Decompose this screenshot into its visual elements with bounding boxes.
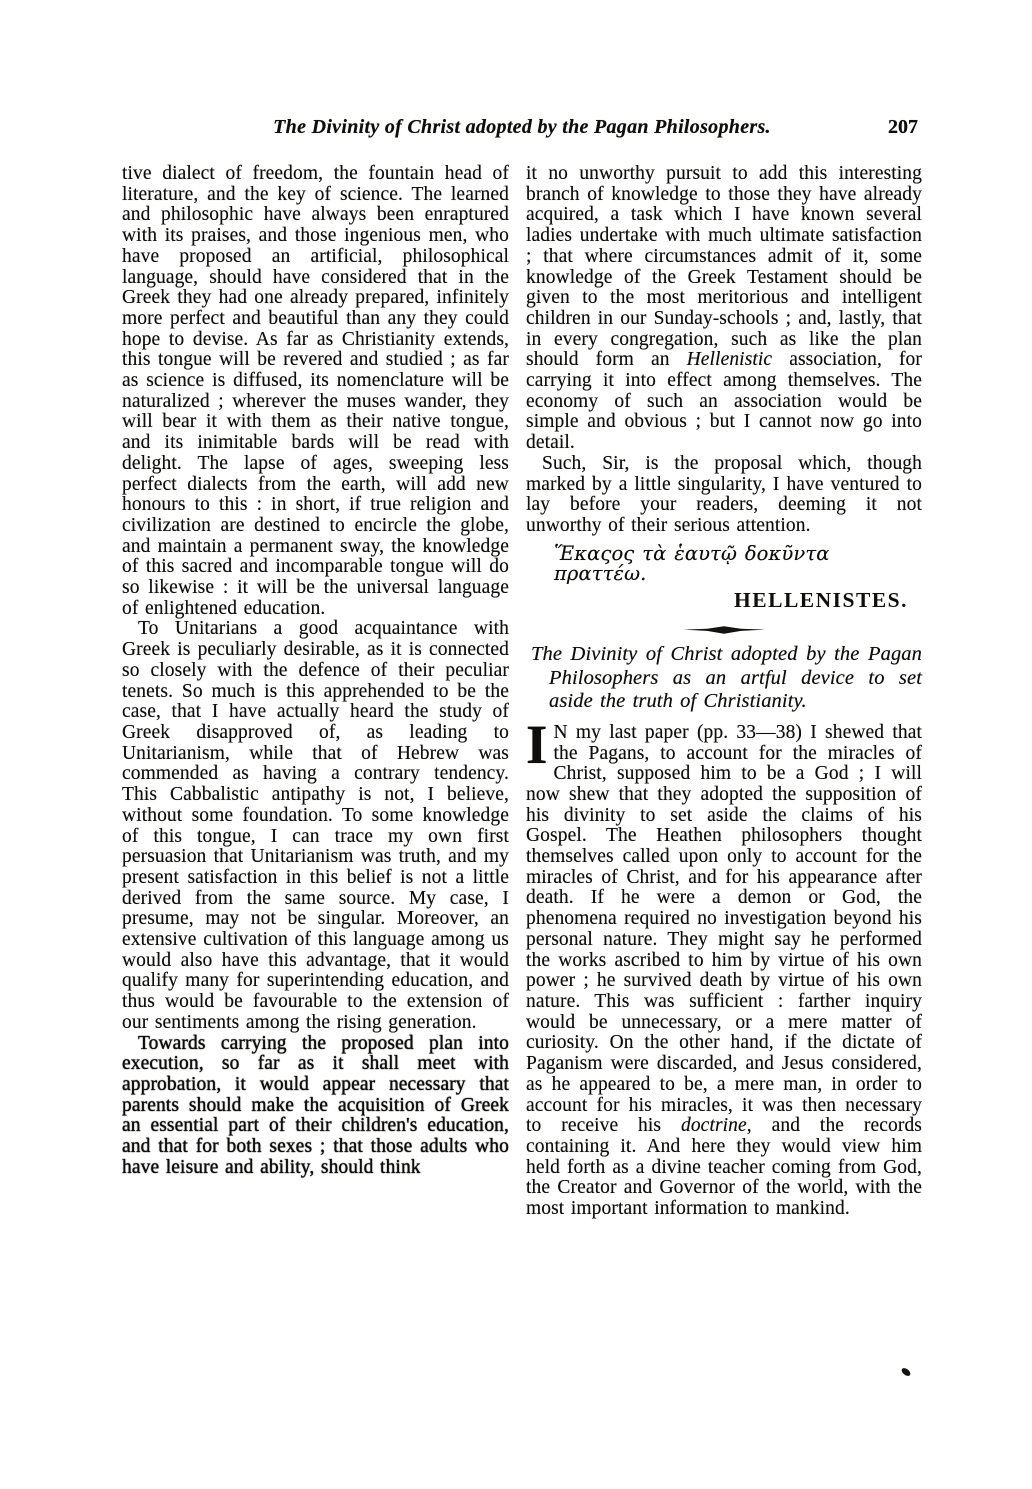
article-heading: The Divinity of Christ adopted by the Pagan Philosophers as an artful device to set aside the truth of Christianity. [531,643,922,713]
running-header [122,116,922,148]
divider-ornament-icon [683,626,765,634]
paragraph-text: it no unworthy pursuit to add this interesting branch of knowledge to those they have already acquired, a task which I have known several ladies undertake with much ultimate satisfaction ; that where circumstances admit of it, some knowledge of the Greek Testament should be given to the most meritorious and intelligent children in our Sunday-schools ; and, lastly, that in every congregation, such as like the plan should form an [526,163,922,371]
italic-word: doctrine [680,1115,747,1137]
paragraph: Such, Sir, is the proposal which, though marked by a little singularity, I have ventured to lay before your readers, deeming it not unworthy of their serious attention. [526,452,922,536]
paragraph-text: association, for carrying it into effect among themselves. The economy of such an association would be simple and obvious ; but I cannot now go into detail. [526,349,922,454]
ink-speck [900,1367,912,1378]
italic-word: Hellenistic [686,349,773,371]
page-title: The Divinity of Christ adopted by the Pagan Philosophers. [273,116,771,138]
paragraph-dropcap [526,713,922,1220]
paragraph-continuation: tive dialect of freedom, the fountain head of literature, and the key of science. The learned and philosophic have always been enraptured with its praises, and those ingenious men, who have proposed an artificial, philosophical language, should have considered that in the Greek they had one already prepared, infinitely more perfect and beautiful than any they could hope to devise. As far as Christianity extends, this tongue will be revered and studied ; as far as science is diffused, its nomenclature will be naturalized ; wherever the muses wander, they will bear it with them as their native tongue, and its inimitable bards will be read with delight. The lapse of ages, sweeping less perfect dialects from the earth, will add new honours to this : in short, if true religion and civilization are destined to encircle the globe, and maintain a permanent sway, the knowledge of this sacred and incomparable tongue will do so likewise : it will be the universal language of enlightened education. [122,163,509,619]
paragraph-text: , and the records containing it. And here they would view him held forth as a divine teacher coming from God, the Creator and Governor of the world, with the most important information to mankind. [526,1115,922,1220]
paragraph: Towards carrying the proposed plan into execution, so far as it shall meet with approbation, it would appear necessary that parents should make the acquisition of Greek an essential part of their children's education, and that for both sexes ; that those adults who have leisure and ability, should think [122,1032,509,1178]
greek-epigraph: Ἕκαςος τὰ ἑαυτῷ δοκῦντα πραττέω. [554,541,830,586]
drop-cap: I [526,713,548,775]
section-divider [526,626,922,634]
page-number: 207 [888,116,918,138]
paragraph-continuation [526,164,922,454]
paragraph-text: N my last paper (pp. 33—38) I shewed that the Pagans, to account for the miracles of Christ, supposed him to be a God ; I will now shew that they adopted the supposition of his divinity to set aside the claims of his Gospel. The Heathen philosophers thought themselves called upon only to account for the miracles of Christ, and for his appearance after death. If he were a demon or God, the phenomena required no investigation beyond his personal nature. They might say he performed the works ascribed to him by virtue of his own power ; he survived death by virtue of his own nature. This was sufficient : farther inquiry would be unnecessary, or a mere matter of curiosity. On the other hand, if the dictate of Paganism were discarded, and Jesus considered, as he appeared to be, a mere man, in order to account for his miracles, it was then necessary to receive his [526,721,922,1137]
two-column-body [122,164,922,1220]
left-column [122,164,509,1220]
right-column [526,164,922,1220]
author-signature: HELLENISTES. [734,588,908,613]
paragraph: To Unitarians a good acquaintance with Greek is peculiarly desirable, as it is connected so closely with the defence of their peculiar tenets. So much is this apprehended to be the case, that I have actually heard the study of Greek disapproved of, as leading to Unitarianism, while that of Hebrew was commended as having a contrary tendency. This Cabbalistic antipathy is not, I believe, without some foundation. To some knowledge of this tongue, I can trace my own first persuasion that Unitarianism was truth, and my present satisfaction in this belief is not a little derived from the same source. My case, I presume, may not be singular. Moreover, an extensive cultivation of this language among us would also have this advantage, that it would qualify many for superintending education, and thus would be favourable to the extension of our sentiments among the rising generation. [122,618,509,1033]
